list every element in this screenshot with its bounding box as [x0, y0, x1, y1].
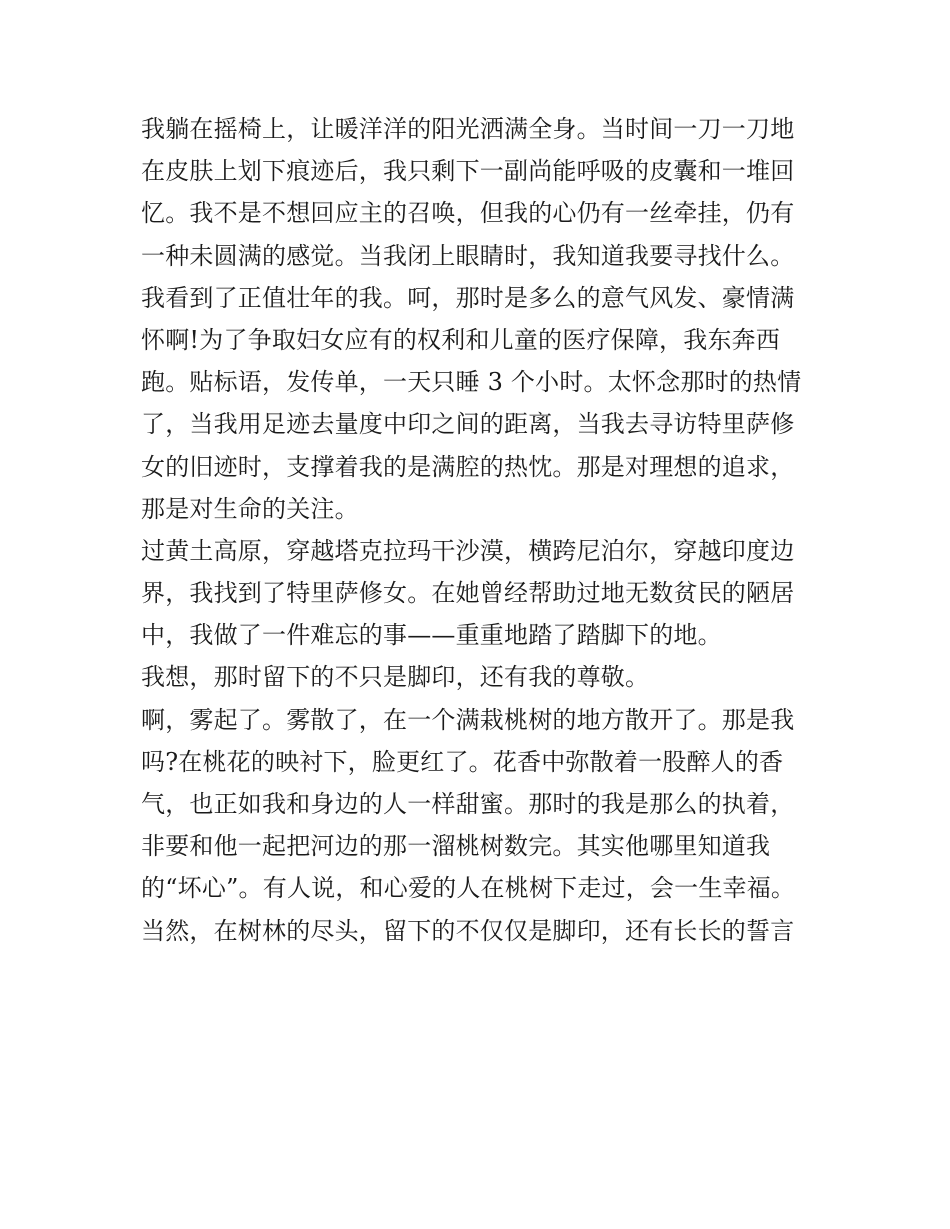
text-line: 了，当我用足迹去量度中印之间的距离，当我去寻访特里萨修: [141, 410, 795, 439]
text-line: 非要和他一起把河边的那一溜桃树数完。其实他哪里知道我: [141, 832, 771, 861]
text-line: 中，我做了一件难忘的事——重重地踏了踏脚下的地。: [141, 621, 722, 650]
text-line: 女的旧迹时，支撑着我的是满腔的热忱。那是对理想的追求，: [141, 452, 795, 481]
text-line: 我想，那时留下的不只是脚印，还有我的尊敬。: [141, 663, 650, 692]
text-line: 气，也正如我和身边的人一样甜蜜。那时的我是那么的执着，: [141, 790, 795, 818]
text-line: 在皮肤上划下痕迹后，我只剩下一副尚能呼吸的皮囊和一堆回: [141, 157, 795, 186]
text-line: 一种未圆满的感觉。当我闭上眼睛时，我知道我要寻找什么。: [141, 241, 795, 270]
text-line: 那是对生命的关注。: [141, 494, 359, 523]
body-text: [141, 108, 821, 952]
text-line: 我躺在摇椅上，让暖洋洋的阳光洒满全身。当时间一刀一刀地: [141, 115, 795, 143]
text-line: 当然，在树林的尽头，留下的不仅仅是脚印，还有长长的誓言: [141, 916, 795, 945]
text-line: 我看到了正值壮年的我。呵，那时是多么的意气风发、豪情满: [141, 283, 795, 312]
text-line: 啊，雾起了。雾散了，在一个满栽桃树的地方散开了。那是我: [141, 705, 795, 734]
text-line: 怀啊!为了争取妇女应有的权利和儿童的医疗保障，我东奔西: [141, 325, 781, 354]
text-line: 吗?在桃花的映衬下，脸更红了。花香中弥散着一股醉人的香: [141, 747, 784, 776]
text-line: 过黄土高原，穿越塔克拉玛干沙漠，横跨尼泊尔，穿越印度边: [141, 536, 795, 565]
text-line: 的“坏心”。有人说，和心爱的人在桃树下走过，会一生幸福。: [141, 874, 796, 903]
text-line: 忆。我不是不想回应主的召唤，但我的心仍有一丝牵挂，仍有: [141, 199, 795, 228]
text-line: 跑。贴标语，发传单，一天只睡 3 个小时。太怀念那时的热情: [141, 368, 802, 397]
text-line: 界，我找到了特里萨修女。在她曾经帮助过地无数贫民的陋居: [141, 579, 795, 608]
